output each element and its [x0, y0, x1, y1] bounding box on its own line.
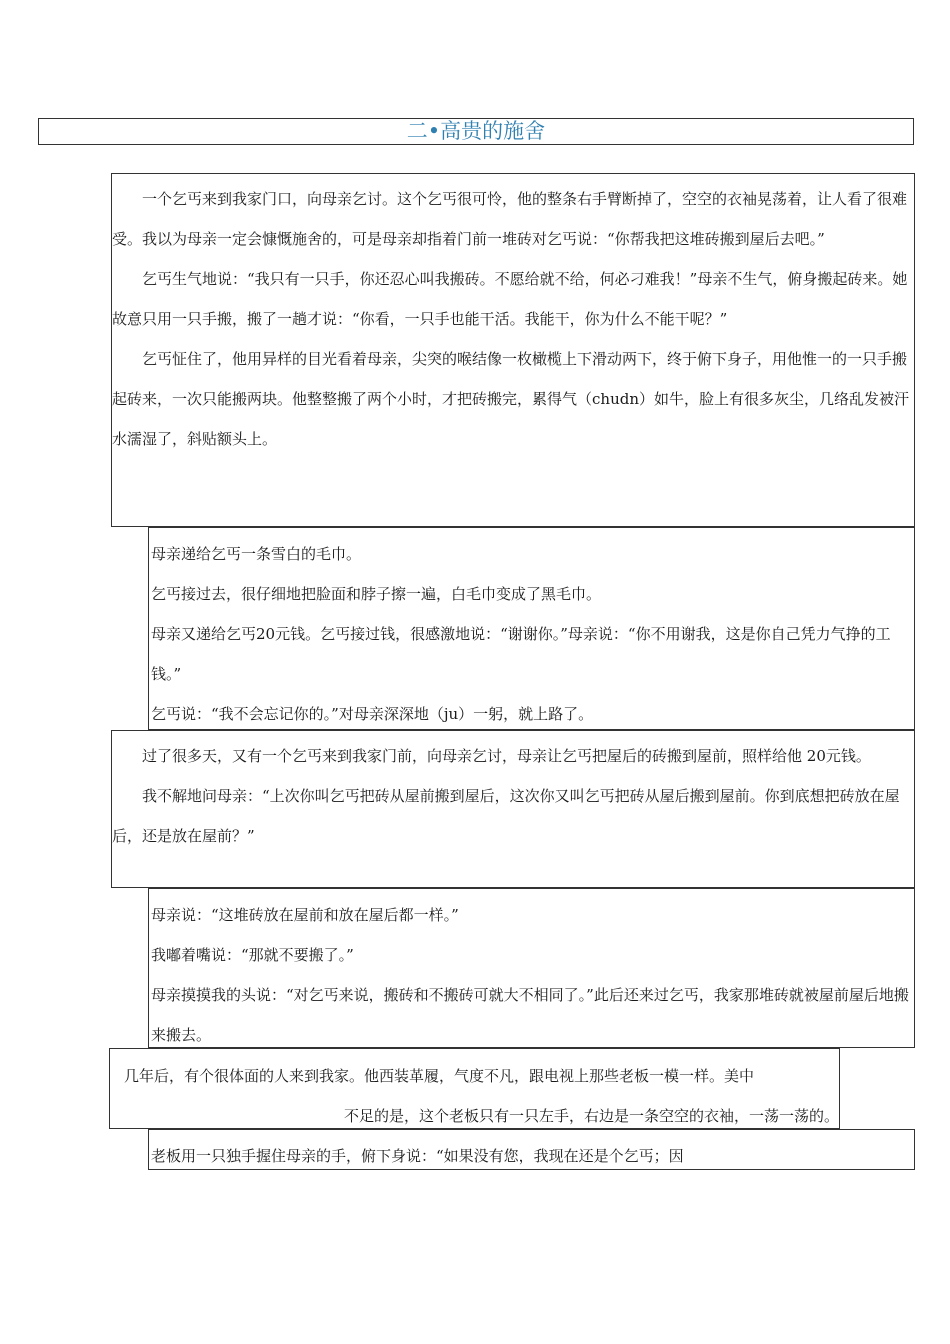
- text-block-2: [148, 527, 915, 730]
- paragraph: 母亲递给乞丐一条雪白的毛巾。: [151, 545, 362, 563]
- text-block-6: [148, 1129, 915, 1170]
- text-block-4: [148, 888, 915, 1048]
- text-block-1: [111, 173, 915, 527]
- page-title-box: [38, 118, 914, 145]
- paragraph: 母亲说：“这堆砖放在屋前和放在屋后都一样。”: [151, 906, 459, 924]
- page-title: 二•高贵的施舍: [406, 119, 546, 143]
- paragraph: 乞丐说：“我不会忘记你的。”对母亲深深地（ju）一躬，就上路了。: [151, 705, 594, 723]
- paragraph: 过了很多天，又有一个乞丐来到我家门前，向母亲乞讨，母亲让乞丐把屋后的砖搬到屋前，照样给他 20元钱。: [142, 747, 871, 765]
- paragraph: 乞丐怔住了，他用异样的目光看着母亲，尖突的喉结像一枚橄榄上下滑动两下，终于俯下身子，用他惟一的一只手搬起砖来，一次只能搬两块。他整整搬了两个小时，才把砖搬完，累得气（chudn）如牛，脸上有很多灰尘，几络乱发被汗水濡湿了，斜贴额头上。: [112, 350, 909, 448]
- text-block-3: [111, 730, 915, 888]
- text-block-5: [109, 1048, 840, 1129]
- paragraph: 不足的是，这个老板只有一只左手，右边是一条空空的衣袖，一荡一荡的。: [343, 1107, 839, 1125]
- paragraph: 母亲摸摸我的头说：“对乞丐来说，搬砖和不搬砖可就大不相同了。”此后还来过乞丐，我家那堆砖就被屋前屋后地搬来搬去。: [151, 986, 909, 1044]
- paragraph: 一个乞丐来到我家门口，向母亲乞讨。这个乞丐很可怜，他的整条右手臂断掉了，空空的衣袖晃荡着，让人看了很难受。我以为母亲一定会慷慨施舍的，可是母亲却指着门前一堆砖对乞丐说：“你帮我把这堆砖搬到屋后去吧。”: [112, 190, 908, 248]
- paragraph: 老板用一只独手握住母亲的手，俯下身说：“如果没有您，我现在还是个乞丐；因: [151, 1147, 684, 1165]
- paragraph: 我嘟着嘴说：“那就不要搬了。”: [151, 946, 354, 964]
- paragraph: 几年后，有个很体面的人来到我家。他西装革履，气度不凡，跟电视上那些老板一模一样。美中: [124, 1067, 755, 1085]
- paragraph: 母亲又递给乞丐20元钱。乞丐接过钱，很感激地说：“谢谢你。”母亲说：“你不用谢我，这是你自己凭力气挣的工钱。”: [151, 625, 891, 683]
- paragraph: 乞丐生气地说：“我只有一只手，你还忍心叫我搬砖。不愿给就不给，何必刁难我！”母亲不生气，俯身搬起砖来。她故意只用一只手搬，搬了一趟才说：“你看，一只手也能干活。我能干，你为什么不能干呢？”: [112, 270, 908, 328]
- paragraph: 我不解地问母亲：“上次你叫乞丐把砖从屋前搬到屋后，这次你又叫乞丐把砖从屋后搬到屋前。你到底想把砖放在屋后，还是放在屋前？”: [112, 787, 900, 845]
- paragraph: 乞丐接过去，很仔细地把脸面和脖子擦一遍，白毛巾变成了黑毛巾。: [151, 585, 602, 603]
